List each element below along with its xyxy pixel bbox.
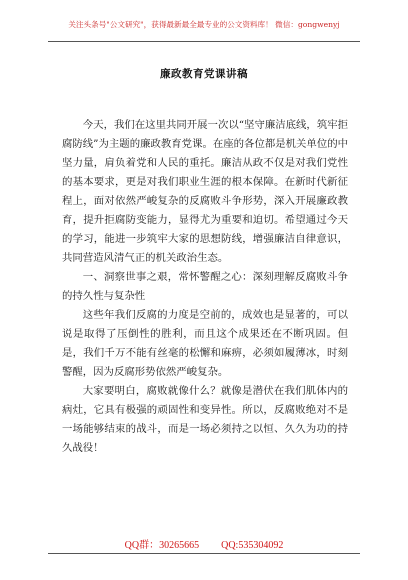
footer-qq-group: QQ群：30265665	[124, 540, 200, 551]
paragraph-intro: 今天，我们在这里共同开展一次以“坚守廉洁底线，筑牢拒腐防线”为主题的廉政教育党课。在座的各位都是机关单位的中坚力量，肩负着党和人民的重托。廉洁从政不仅是对我们党性的基本要求，更是对我们职业生涯的根本保障。在新时代新征程上，面对依然严峻复杂的反腐败斗争形势，深入开展廉政教育，提升拒腐防变能力，显得尤为重要和迫切。希望通过今天的学习，能进一步筑牢大家的思想防线，增强廉洁自律意识，共同营造风清气正的机关政治生态。	[62, 119, 348, 264]
section-heading: 一、洞察世事之艰，常怀警醒之心：深刻理解反腐败斗争的持久性与复杂性	[62, 271, 348, 302]
header-note: 关注头条号"公文研究"，获得最新最全最专业的公文资料库！ 微信：gongwenyj	[68, 20, 340, 29]
document-title: 廉政教育党课讲稿	[160, 68, 248, 80]
footer-qq-number: QQ:535304092	[221, 540, 284, 551]
paragraph-body: 大家要明白，腐败就像什么？就像是潜伏在我们肌体内的病灶，它具有极强的顽固性和变异性。所以，反腐败绝对不是一场能够结束的战斗，而是一场必须持之以恒、久久为功的持久战役！	[62, 385, 348, 454]
document-body	[62, 116, 348, 458]
paragraph-body: 这些年我们反腐的力度是空前的，成效也是显著的，可以说是取得了压倒性的胜利，而且这个成果还在不断巩固。但是，我们千万不能有丝毫的松懈和麻痹，必须如履薄冰，时刻警醒，因为反腐形势依然严峻复杂。	[62, 309, 348, 378]
footer-contact	[0, 536, 408, 551]
header-divider	[48, 41, 360, 42]
footer-divider	[48, 553, 360, 554]
